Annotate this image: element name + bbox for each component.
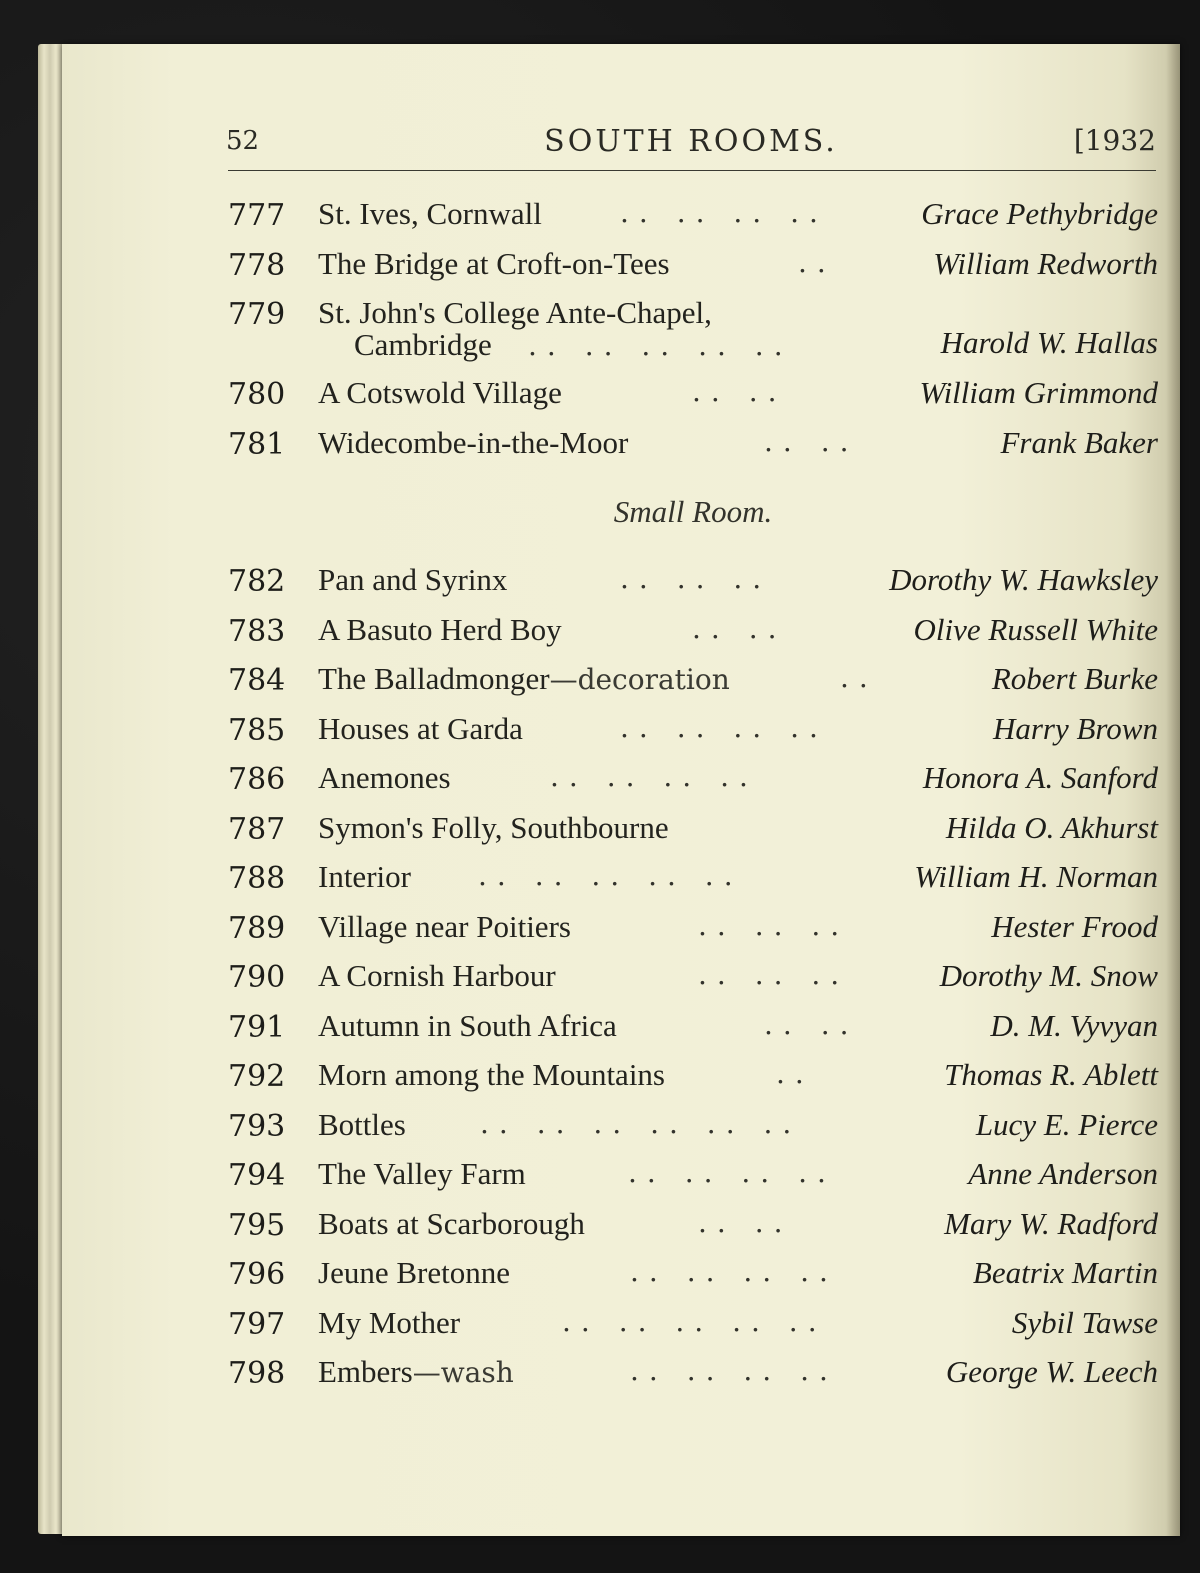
small-room-heading: Small Room. xyxy=(613,494,773,529)
entry-artist: William Grimmond xyxy=(919,375,1158,410)
leader-dots: .. xyxy=(798,245,836,279)
entry-number: 777 xyxy=(228,198,286,233)
entry-number: 795 xyxy=(228,1207,286,1243)
entry-title: Symon's Folly, Southbourne xyxy=(318,809,669,845)
entry-artist: D. M. Vyvyan xyxy=(990,1007,1158,1043)
leader-dots: .. .. .. xyxy=(698,908,850,942)
entry-number: 794 xyxy=(228,1158,286,1193)
leader-dots: .. .. .. .. xyxy=(630,1354,838,1387)
entry-artist: William Redworth xyxy=(933,245,1158,281)
catalogue-entry xyxy=(228,421,1158,471)
entry-title: Jeune Bretonne xyxy=(318,1255,510,1290)
entry-artist: Anne Anderson xyxy=(968,1156,1158,1191)
leader-dots: .. .. .. .. xyxy=(550,760,758,793)
entry-number: 798 xyxy=(228,1356,286,1391)
entry-artist: Sybil Tawse xyxy=(1011,1304,1158,1340)
entry-artist: Harry Brown xyxy=(992,710,1158,746)
entry-artist: Dorothy W. Hawksley xyxy=(889,562,1158,597)
entry-title-line2: Cambridge xyxy=(354,327,492,362)
catalogue-entry xyxy=(228,756,1158,806)
leader-dots: .. .. .. .. xyxy=(630,1255,838,1288)
leader-dots: .. .. xyxy=(764,424,859,458)
entry-number: 784 xyxy=(228,663,286,698)
entry-title: St. Ives, Cornwall xyxy=(318,196,542,231)
entry-number: 797 xyxy=(228,1306,286,1342)
entry-title: My Mother xyxy=(318,1304,461,1340)
leader-dots: .. .. .. .. xyxy=(620,710,828,744)
entry-artist: Beatrix Martin xyxy=(972,1255,1158,1290)
entry-number: 793 xyxy=(228,1108,286,1144)
leader-dots: .. .. xyxy=(692,375,787,408)
catalogue-entry xyxy=(228,657,1158,707)
catalogue-entry xyxy=(228,1301,1158,1351)
leader-dots: .. .. .. .. .. xyxy=(562,1304,827,1338)
entry-title: Anemones xyxy=(318,760,451,795)
catalogue-entry xyxy=(228,954,1158,1004)
catalogue-entry xyxy=(228,1251,1158,1301)
entry-title: Houses at Garda xyxy=(318,710,523,746)
catalogue-entry xyxy=(228,1053,1158,1103)
leader-dots: .. .. .. .. .. .. xyxy=(480,1106,802,1140)
entry-title: Boats at Scarborough xyxy=(318,1205,585,1241)
entry-artist: Robert Burke xyxy=(991,661,1158,696)
leader-dots: .. .. xyxy=(698,1205,793,1239)
leader-dots: .. .. xyxy=(764,1007,859,1041)
entry-title: Bottles xyxy=(318,1106,406,1142)
leader-dots: .. .. .. .. .. xyxy=(528,329,793,362)
entry-title: The Bridge at Croft-on-Tees xyxy=(318,245,670,281)
entry-title-line1: St. John's College Ante-Chapel, xyxy=(318,295,712,330)
catalogue-entry xyxy=(228,242,1158,292)
entry-number: 788 xyxy=(228,861,286,896)
entry-title: Interior xyxy=(318,859,411,894)
entry-title-text: The Balladmonger xyxy=(318,661,550,696)
leader-dots: .. .. .. .. .. xyxy=(478,859,743,892)
entry-artist: William H. Norman xyxy=(914,859,1158,894)
entry-artist: Lucy E. Pierce xyxy=(975,1106,1158,1142)
entry-number: 792 xyxy=(228,1059,286,1094)
year-label: [1932 xyxy=(1073,124,1156,157)
entry-artist: Harold W. Hallas xyxy=(940,325,1158,360)
page-number: 52 xyxy=(226,126,260,156)
entry-number: 779 xyxy=(228,297,286,332)
entry-number: 785 xyxy=(228,712,286,748)
entry-title: The Valley Farm xyxy=(318,1156,526,1191)
entry-title-text: Embers xyxy=(318,1354,413,1389)
entry-artist: Mary W. Radford xyxy=(944,1205,1158,1241)
catalogue-entry xyxy=(228,371,1158,421)
entry-number: 782 xyxy=(228,564,286,599)
spine-shadow xyxy=(1166,44,1180,1536)
entry-artist: Frank Baker xyxy=(1000,424,1158,460)
entry-artist: Olive Russell White xyxy=(913,611,1158,647)
catalogue-entry xyxy=(228,1202,1158,1252)
header-rule xyxy=(228,170,1156,171)
leader-dots: .. xyxy=(840,661,878,694)
entry-title xyxy=(318,661,918,697)
entry-number: 791 xyxy=(228,1009,286,1045)
entry-number: 780 xyxy=(228,377,286,412)
entry-artist: Dorothy M. Snow xyxy=(939,958,1158,993)
running-header xyxy=(226,120,1156,170)
entry-medium: —wash xyxy=(412,1356,514,1389)
entry-number: 783 xyxy=(228,613,286,649)
leader-dots: .. .. .. xyxy=(698,958,850,991)
catalogue-entry xyxy=(228,608,1158,658)
entry-number: 790 xyxy=(228,960,286,995)
entry-artist: Honora A. Sanford xyxy=(922,760,1158,795)
entry-number: 781 xyxy=(228,426,286,462)
catalogue-entry xyxy=(228,1350,1158,1400)
catalogue-entry xyxy=(228,291,1158,371)
entry-number: 786 xyxy=(228,762,286,797)
leader-dots: .. .. xyxy=(692,611,787,645)
entry-title: Autumn in South Africa xyxy=(318,1007,617,1043)
entry-number: 796 xyxy=(228,1257,286,1292)
entry-number: 778 xyxy=(228,247,286,283)
entry-medium: —decoration xyxy=(549,663,730,696)
entry-artist: Thomas R. Ablett xyxy=(944,1057,1158,1092)
section-title: SOUTH ROOMS. xyxy=(544,124,838,159)
entry-artist: Hester Frood xyxy=(991,908,1158,944)
catalogue-entry xyxy=(228,1152,1158,1202)
entry-title: A Cornish Harbour xyxy=(318,958,556,993)
leader-dots: .. .. .. .. xyxy=(628,1156,836,1189)
catalogue-entry xyxy=(228,806,1158,856)
catalogue-entry xyxy=(228,707,1158,757)
entry-title: Village near Poitiers xyxy=(318,908,571,944)
leader-dots: .. .. .. .. xyxy=(620,196,828,229)
catalogue-entry xyxy=(228,558,1158,608)
leader-dots: .. .. .. xyxy=(620,562,772,595)
entry-title: A Cotswold Village xyxy=(318,375,562,410)
catalogue-entries xyxy=(228,192,1158,1400)
catalogue-entry xyxy=(228,905,1158,955)
entry-artist: Grace Pethybridge xyxy=(921,196,1158,231)
entry-artist: George W. Leech xyxy=(945,1354,1158,1389)
entry-number: 787 xyxy=(228,811,286,847)
catalogue-entry xyxy=(228,855,1158,905)
entry-title: A Basuto Herd Boy xyxy=(318,611,562,647)
entry-title: Pan and Syrinx xyxy=(318,562,508,597)
entry-title: Widecombe-in-the-Moor xyxy=(318,424,629,460)
catalogue-entry xyxy=(228,192,1158,242)
entry-number: 789 xyxy=(228,910,286,946)
entry-title: Morn among the Mountains xyxy=(318,1057,665,1092)
leader-dots: .. xyxy=(776,1057,814,1090)
catalogue-entry xyxy=(228,1004,1158,1054)
catalogue-entry xyxy=(228,1103,1158,1153)
entry-artist: Hilda O. Akhurst xyxy=(945,809,1158,845)
